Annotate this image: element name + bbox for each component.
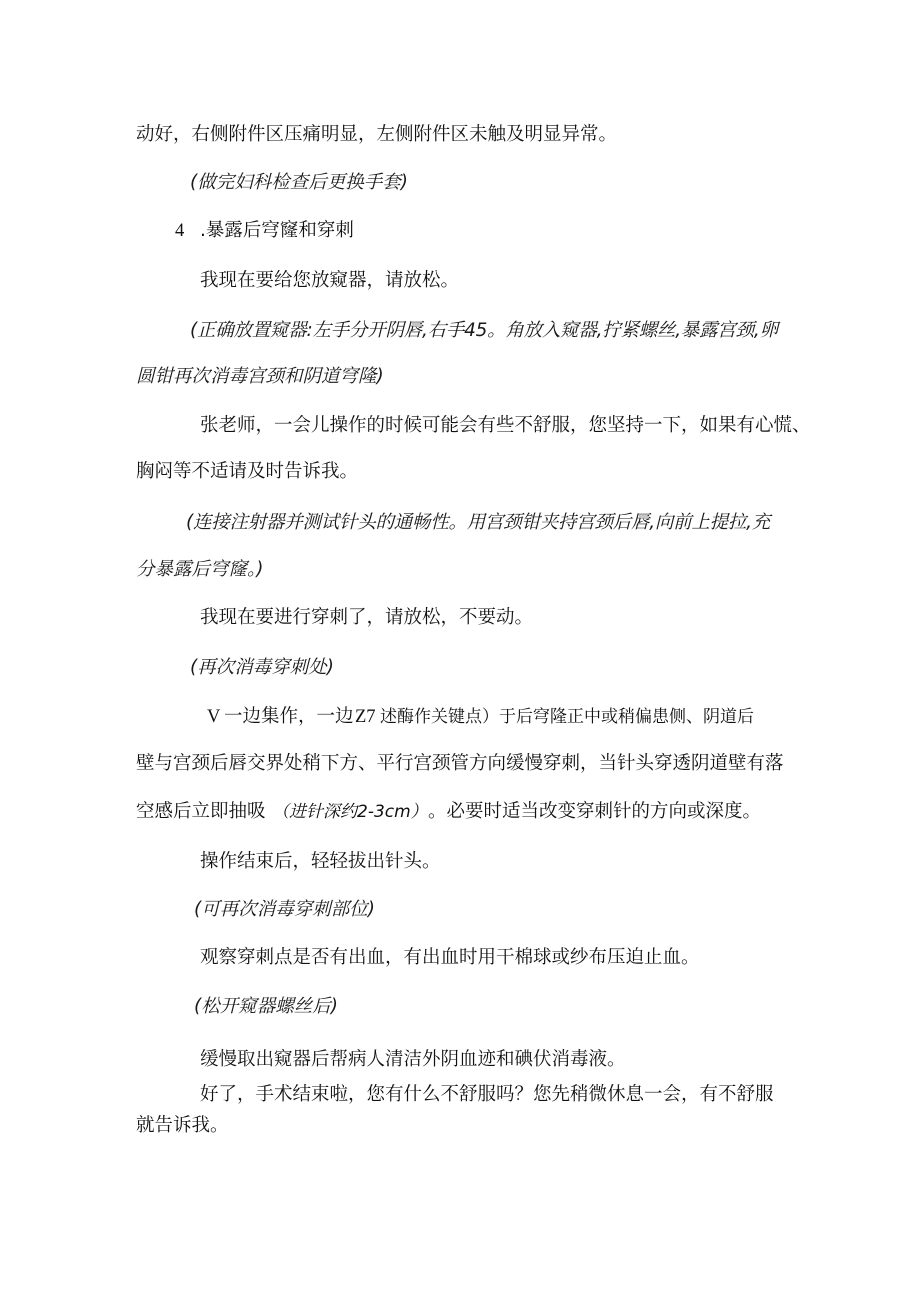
note-line: (正确放置窥器:左手分开阴唇,右手45。角放入窥器,拧紧螺丝,暴露宫颈,卵 xyxy=(190,320,778,341)
text-fragment: 一边集作，一边 xyxy=(224,706,354,727)
text-line: 我现在要进行穿刺了，请放松，不要动。 xyxy=(200,607,534,628)
text-fragment: V xyxy=(207,707,221,727)
text-fragment: 。必要时适当改变穿刺针的方向或深度。 xyxy=(428,801,762,822)
text-line: 就告诉我。 xyxy=(136,1115,229,1136)
text-line: 我现在要给您放窥器，请放松。 xyxy=(200,270,460,291)
note-line: (做完妇科检查后更换手套) xyxy=(190,172,408,193)
note-line: (松开窥器螺丝后) xyxy=(194,996,338,1017)
text-line: 胸闷等不适请及时告诉我。 xyxy=(136,461,359,482)
text-line: 观察穿刺点是否有出血，有出血时用干棉球或纱布压迫止血。 xyxy=(200,947,700,968)
note-line: (连接注射器并测试针头的通畅性。用宫颈钳夹持宫颈后唇,向前上提拉,充 xyxy=(186,512,770,533)
text-line: 好了，手术结束啦，您有什么不舒服吗？您先稍微休息一会，有不舒服 xyxy=(200,1084,774,1105)
text-fragment: （进针深约2-3cm） xyxy=(272,802,428,822)
section-number: 4 xyxy=(175,221,185,241)
text-line: 缓慢取出窥器后帮病人清洁外阴血迹和碘伏消毒液。 xyxy=(200,1049,626,1070)
text-line: 张老师，一会儿操作的时候可能会有些不舒服，您坚持一下，如果有心慌、 xyxy=(200,415,811,436)
text-line: 动好，右侧附件区压痛明显，左侧附件区未触及明显异常。 xyxy=(136,124,618,145)
text-fragment: 述酶作关键点）于后穹隆正中或稍偏患侧、阴道后 xyxy=(380,707,754,727)
note-line: (可再次消毒穿刺部位) xyxy=(194,899,375,920)
text-fragment: Z7 xyxy=(355,707,376,727)
text-line: 壁与宫颈后唇交界处稍下方、平行宫颈管方向缓慢穿刺，当针头穿透阴道壁有落 xyxy=(136,753,784,774)
text-fragment: 空感后立即抽吸 xyxy=(136,801,266,822)
note-line: 分暴露后穹窿。) xyxy=(136,559,264,580)
section-heading: .暴露后穹窿和穿刺 xyxy=(200,220,354,241)
note-line: 圆钳再次消毒宫颈和阴道穹隆) xyxy=(136,366,384,387)
text-line: 操作结束后，轻轻拔出针头。 xyxy=(200,851,441,872)
note-line: (再次消毒穿刺处) xyxy=(190,657,334,678)
